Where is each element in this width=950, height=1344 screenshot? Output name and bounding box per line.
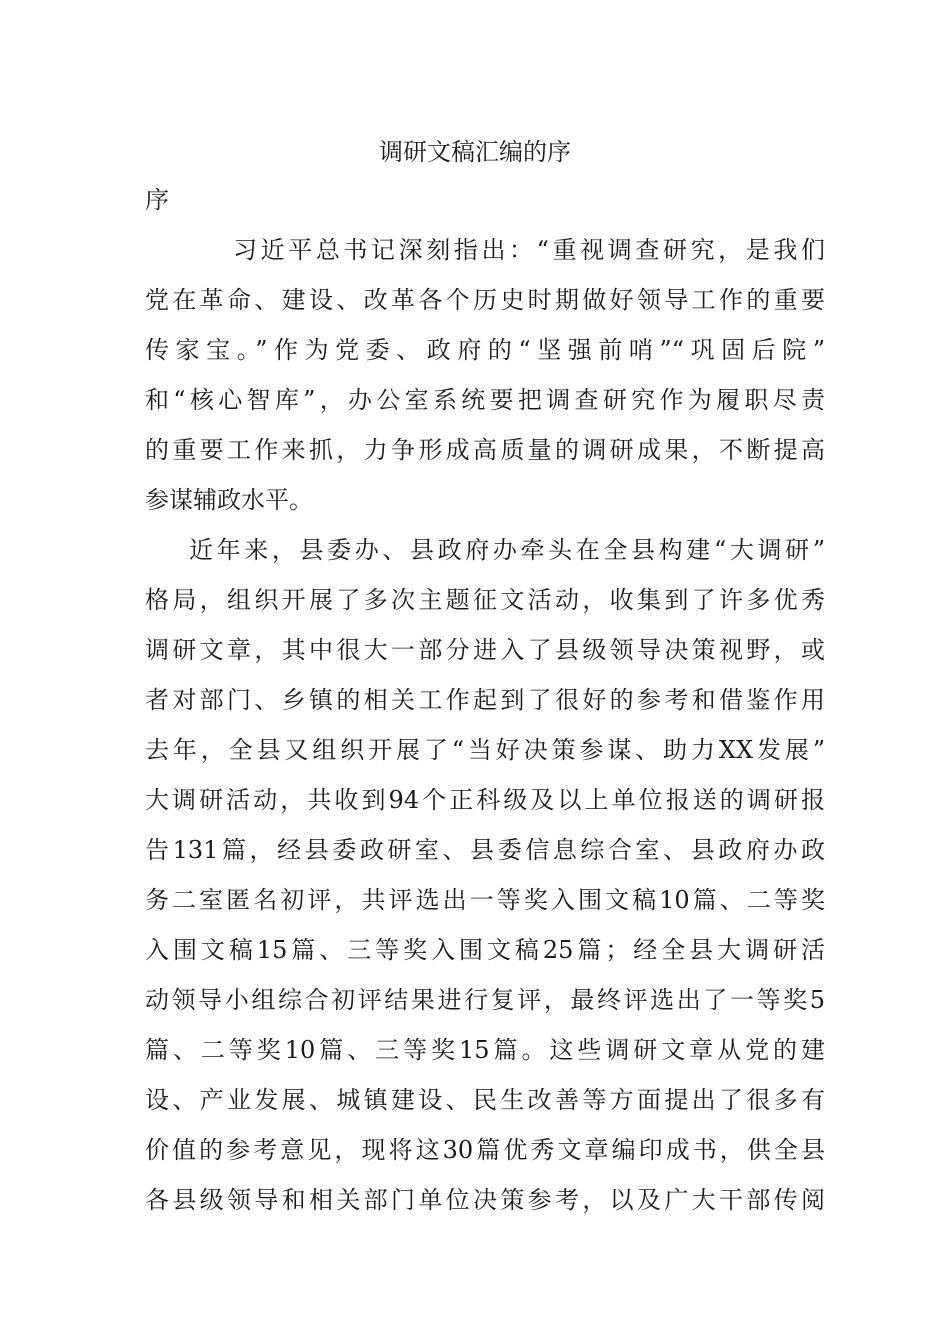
paragraph-line: 格局，组织开展了多次主题征文活动，收集到了许多优秀	[145, 586, 825, 614]
paragraph-line: 者对部门、乡镇的相关工作起到了很好的参考和借鉴作用	[145, 686, 825, 714]
paragraph-line: 传家宝。”作为党委、政府的“坚强前哨”“巩固后院”	[145, 336, 825, 364]
paragraph-line: 告131篇，经县委政研室、县委信息综合室、县政府办政	[145, 836, 825, 864]
paragraph-line: 价值的参考意见，现将这30篇优秀文章编印成书，供全县	[145, 1136, 825, 1164]
paragraph-line: 参谋辅政水平。	[145, 486, 313, 514]
document-title: 调研文稿汇编的序	[379, 138, 571, 166]
paragraph-line: 近年来，县委办、县政府办牵头在全县构建“大调研”	[189, 536, 825, 564]
paragraph-line: 设、产业发展、城镇建设、民生改善等方面提出了很多有	[145, 1086, 825, 1114]
paragraph-line: 的重要工作来抓，力争形成高质量的调研成果，不断提高	[145, 436, 825, 464]
paragraph-line: 调研文章，其中很大一部分进入了县级领导决策视野，或	[145, 636, 825, 664]
paragraph-line: 入围文稿15篇、三等奖入围文稿25篇；经全县大调研活	[145, 936, 825, 964]
paragraph-line: 和“核心智库”，办公室系统要把调查研究作为履职尽责	[145, 386, 825, 414]
paragraph-line: 动领导小组综合初评结果进行复评，最终评选出了一等奖5	[145, 986, 825, 1014]
section-label: 序	[145, 186, 169, 214]
paragraph-line: 各县级领导和相关部门单位决策参考，以及广大干部传阅	[145, 1186, 825, 1214]
paragraph-line: 党在革命、建设、改革各个历史时期做好领导工作的重要	[145, 286, 825, 314]
paragraph-line: 务二室匿名初评，共评选出一等奖入围文稿10篇、二等奖	[145, 886, 825, 914]
paragraph-line: 大调研活动，共收到94个正科级及以上单位报送的调研报	[145, 786, 825, 814]
paragraph-line: 去年，全县又组织开展了“当好决策参谋、助力XX发展”	[145, 736, 825, 764]
paragraph-line: 篇、二等奖10篇、三等奖15篇。这些调研文章从党的建	[145, 1036, 825, 1064]
paragraph-line: 习近平总书记深刻指出：“重视调查研究，是我们	[233, 236, 825, 264]
